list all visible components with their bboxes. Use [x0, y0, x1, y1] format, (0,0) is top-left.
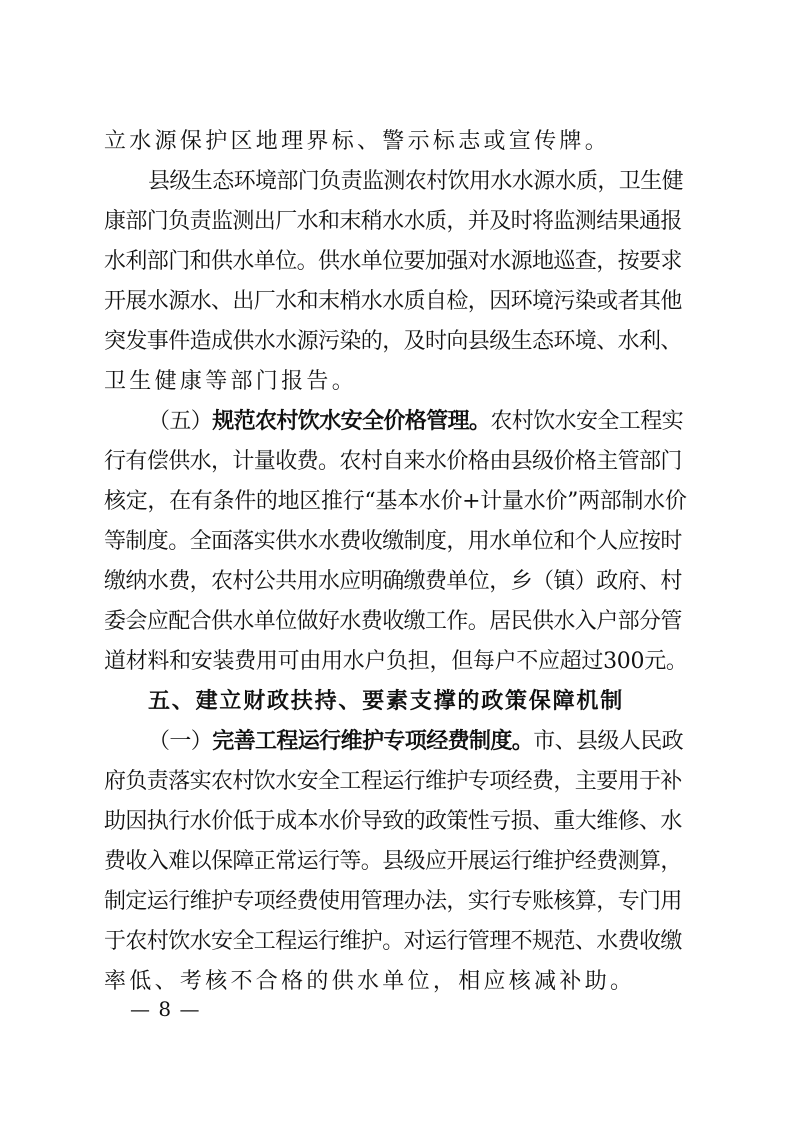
paragraph-line: 府负责落实农村饮水安全工程运行维护专项经费，主要用于补: [104, 769, 682, 794]
paragraph-line: 水利部门和供水单位。供水单位要加强对水源地巡查，按要求: [104, 249, 682, 274]
page-number: — 8 —: [130, 997, 201, 1021]
paragraph-line: 县级生态环境部门负责监测农村饮用水水源水质，卫生健: [148, 169, 684, 194]
paragraph-line: 缴纳水费，农村公共用水应明确缴费单位，乡（镇）政府、村: [104, 569, 682, 594]
paragraph-line: 核定，在有条件的地区推行“基本水价+计量水价”两部制水价: [104, 489, 687, 514]
paragraph-line: 卫生健康等部门报告。: [104, 369, 358, 394]
subsection-lead: 规范农村饮水安全价格管理。: [212, 409, 491, 434]
subsection-lead: 完善工程运行维护专项经费制度。: [212, 729, 534, 754]
paragraph-line: 等制度。全面落实供水水费收缴制度，用水单位和个人应按时: [104, 529, 682, 554]
paragraph-line: 于农村饮水安全工程运行维护。对运行管理不规范、水费收缴: [104, 929, 682, 954]
subsection-marker: （五）: [148, 409, 213, 434]
paragraph-line: 立水源保护区地理界标、警示标志或宣传牌。: [104, 129, 611, 154]
paragraph-text: 市、县级人民政: [533, 729, 684, 754]
subsection-marker: （一）: [148, 729, 213, 754]
paragraph-line: 行有偿供水，计量收费。农村自来水价格由县级价格主管部门: [104, 449, 682, 474]
paragraph-line: 委会应配合供水单位做好水费收缴工作。居民供水入户部分管: [104, 609, 682, 634]
paragraph-line: 突发事件造成供水水源污染的，及时向县级生态环境、水利、: [104, 329, 682, 354]
paragraph-line: 道材料和安装费用可由用水户负担，但每户不应超过300元。: [104, 649, 688, 674]
paragraph-line: [148, 408, 688, 436]
section-heading: 五、建立财政扶持、要素支撑的政策保障机制: [148, 689, 625, 714]
paragraph-line: 率低、考核不合格的供水单位，相应核减补助。: [104, 969, 636, 994]
paragraph-line: 制定运行维护专项经费使用管理办法，实行专账核算，专门用: [104, 889, 682, 914]
paragraph-line: 康部门负责监测出厂水和末稍水水质，并及时将监测结果通报: [104, 209, 682, 234]
paragraph-line: 费收入难以保障正常运行等。县级应开展运行维护经费测算，: [104, 849, 682, 874]
paragraph-line: 助因执行水价低于成本水价导致的政策性亏损、重大维修、水: [104, 809, 682, 834]
paragraph-line: 开展水源水、出厂水和末梢水水质自检，因环境污染或者其他: [104, 289, 682, 314]
paragraph-line: [148, 728, 688, 756]
paragraph-text: 农村饮水安全工程实: [490, 409, 684, 434]
